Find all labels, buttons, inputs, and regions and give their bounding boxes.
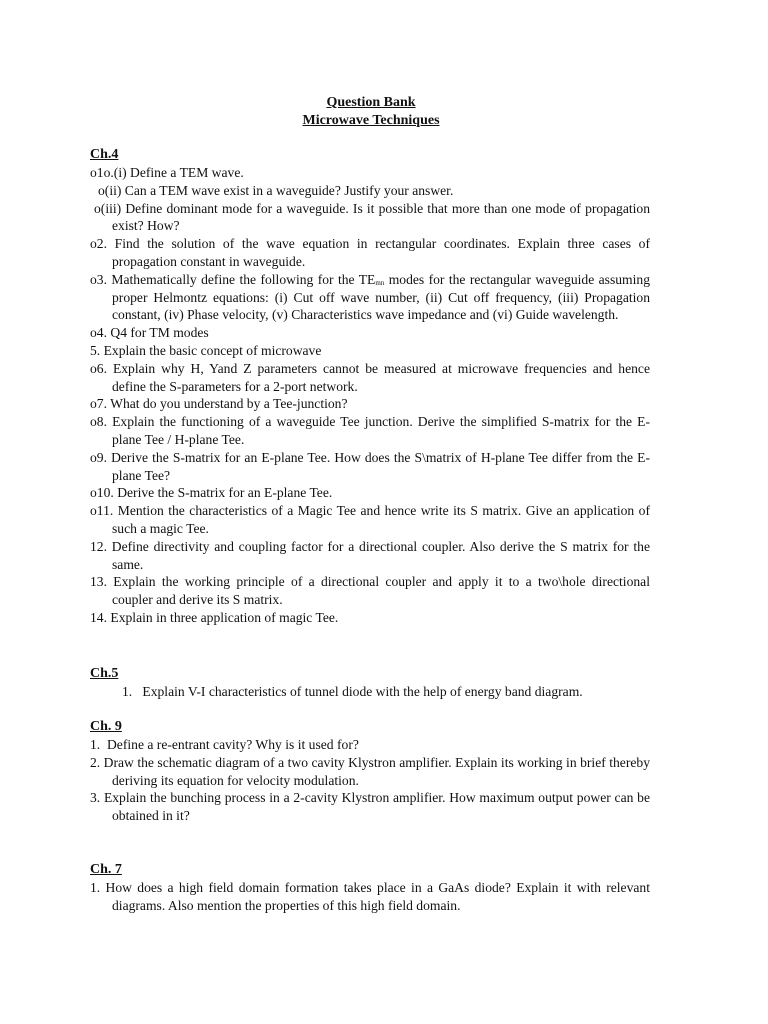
question-ch4-4: o4. Q4 for TM modes [90, 325, 209, 341]
section-heading-ch5: Ch.5 [90, 666, 119, 681]
section-ch5 [90, 665, 650, 701]
question-ch4-5: 5. Explain the basic concept of microwave [90, 342, 322, 358]
question-ch9-3: 3. Explain the bunching process in a 2-cavity Klystron amplifier. How maximum output power can be obtained in it? [90, 790, 650, 824]
question-ch9-1: 1. Define a re-entrant cavity? Why is it used for? [90, 737, 359, 752]
question-ch4-11: o11. Mention the characteristics of a Magic Tee and hence write its S matrix. Give an application of such a magic Tee. [90, 503, 650, 536]
question-ch5-1: 1. Explain V-I characteristics of tunnel diode with the help of energy band diagram. [122, 684, 583, 699]
document-title: Question Bank [326, 95, 416, 110]
question-ch7-1: 1. How does a high field domain formation takes place in a GaAs diode? Explain it with relevant diagrams. Also mention the properties of this high field domain. [90, 880, 650, 913]
question-ch4-1-ii: o(ii) Can a TEM wave exist in a waveguide? Justify your answer. [98, 182, 454, 198]
te-mode-subscript: mn [375, 278, 385, 287]
section-heading-ch4: Ch.4 [90, 147, 119, 162]
question-ch4-8: o8. Explain the functioning of a waveguide Tee junction. Derive the simplified S-matrix for the E-plane Tee / H-plane Tee. [90, 414, 650, 447]
question-ch4-1-iii: o(iii) Define dominant mode for a waveguide. Is it possible that more than one mode of propagation exist? How? [94, 200, 650, 234]
section-ch9 [90, 718, 650, 825]
question-ch4-13: 13. Explain the working principle of a directional coupler and apply it to a two\hole directional coupler and derive its S matrix. [90, 574, 650, 608]
question-ch4-3-text-pre: o3. Mathematically define the following for the TE [90, 271, 376, 287]
section-heading-ch7: Ch. 7 [90, 862, 122, 877]
question-ch4-14: 14. Explain in three application of magic Tee. [90, 609, 339, 625]
section-ch4 [90, 146, 650, 627]
title-block [0, 94, 742, 130]
question-ch4-2: o2. Find the solution of the wave equation in rectangular coordinates. Explain three cases of propagation constant in waveguide. [90, 236, 650, 269]
question-ch4-6: o6. Explain why H, Yand Z parameters cannot be measured at microwave frequencies and hence define the S-parameters for a 2-port network. [90, 360, 650, 394]
question-ch4-1-i: o1o.(i) Define a TEM wave. [90, 165, 244, 180]
question-ch4-7: o7. What do you understand by a Tee-junction? [90, 396, 348, 412]
question-ch9-2: 2. Draw the schematic diagram of a two cavity Klystron amplifier. Explain its working in brief thereby deriving its equation for velocity modulation. [90, 754, 650, 788]
section-heading-ch9: Ch. 9 [90, 719, 122, 734]
question-ch4-12: 12. Define directivity and coupling factor for a directional coupler. Also derive the S matrix for the same. [90, 538, 650, 572]
section-ch7 [90, 861, 650, 915]
question-ch4-9: o9. Derive the S-matrix for an E-plane Tee. How does the S\matrix of H-plane Tee differ from the E-plane Tee? [90, 449, 650, 483]
question-ch4-3-text-post: modes for the rectangular waveguide assuming proper Helmontz equations: (i) Cut off wave number, (ii) Cut off frequency, (iii) Propagation constant, (iv) Phase velocity, (v) Characteristics wave impedance and (vi) Guide wavelength. [112, 271, 650, 323]
question-ch4-10: o10. Derive the S-matrix for an E-plane Tee. [90, 485, 333, 501]
document-subtitle: Microwave Techniques [302, 113, 440, 128]
question-ch4-3 [90, 271, 650, 324]
